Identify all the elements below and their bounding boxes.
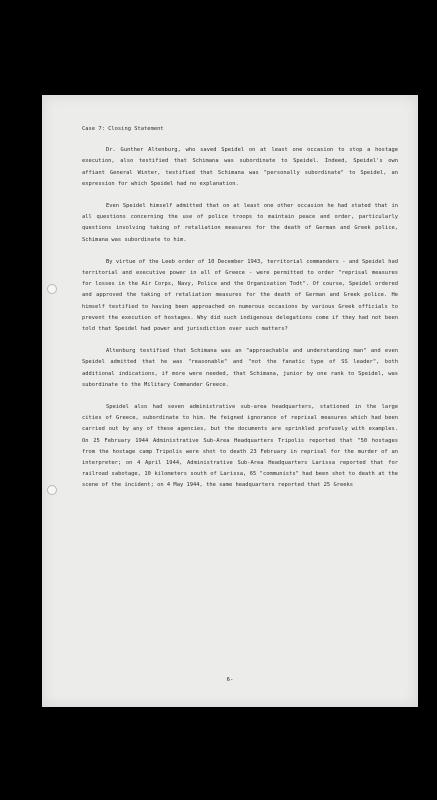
paragraph: Even Speidel himself admitted that on at least one other occasion he had stated that in all questions concerning the use of police troops to maintain peace and order, particularly questions involving taking of retaliation measures for the death of German and Greek police, Schimana was subordinate to him. (82, 203, 398, 243)
paragraph: By virtue of the Leeb order of 10 December 1943, territorial commanders - and Speidel had territorial and executive power in all of Greece - were permitted to order "reprisal measures for losses in the Air Corps, Navy, Police and the Organisation Todt". Of course, Speidel ordered and approved the taking of retaliation measures for the death of German and Greek police. He himself testified to having been approached on numerous occasions by various Greek officials to prevent the execution of hostages. Why did such indigenous delegations come if they had not been told that Speidel had power and jurisdiction over such matters? (82, 258, 398, 333)
document-heading: Case 7: Closing Statement (82, 126, 164, 132)
paragraph: Speidel also had seven administrative sub-area headquarters, stationed in the large cities of Greece, subordinate to him. He feigned ignorance of reprisal measures which had been carried out by any of these agencies, but the documents are sprinkled profusely with examples. On 25 February 1944 Administrative Sub-Area Headquarters Tripolis reported that "50 hostages from the hostage camp Tripolis were shot to death 23 February in reprisal for the murder of an interpreter; on 4 April 1944, Administrative Sub-Area Headquarters Larissa reported that for railroad sabotage, 10 kilometers south of Larissa, 65 "communists" had been shot to death at the scene of the incident; on 4 May 1944, the same headquarters reported that 25 Greeks (82, 404, 398, 489)
page-number: 6- (226, 677, 234, 683)
paragraph: Altenburg testified that Schimana was an "approachable and understanding man" and even Speidel admitted that he was "reasonable" and "not the fanatic type of SS leader", both additional indications, if more were needed, that Schimana, junior by one rank to Speidel, was subordinate to the Military Commander Greece. (82, 348, 398, 388)
document-page (42, 95, 418, 707)
punch-hole (47, 485, 57, 495)
document-body (82, 124, 398, 503)
punch-hole (47, 284, 57, 294)
paragraph: Dr. Gunther Altenburg, who saved Speidel on at least one occasion to stop a hostage execution, also testified that Schimana was subordinate to Speidel. Indeed, Speidel's own affiant General Winter, testified that Schimana was "personally subordinate" to Speidel, an expression for which Speidel had no explanation. (82, 147, 398, 187)
